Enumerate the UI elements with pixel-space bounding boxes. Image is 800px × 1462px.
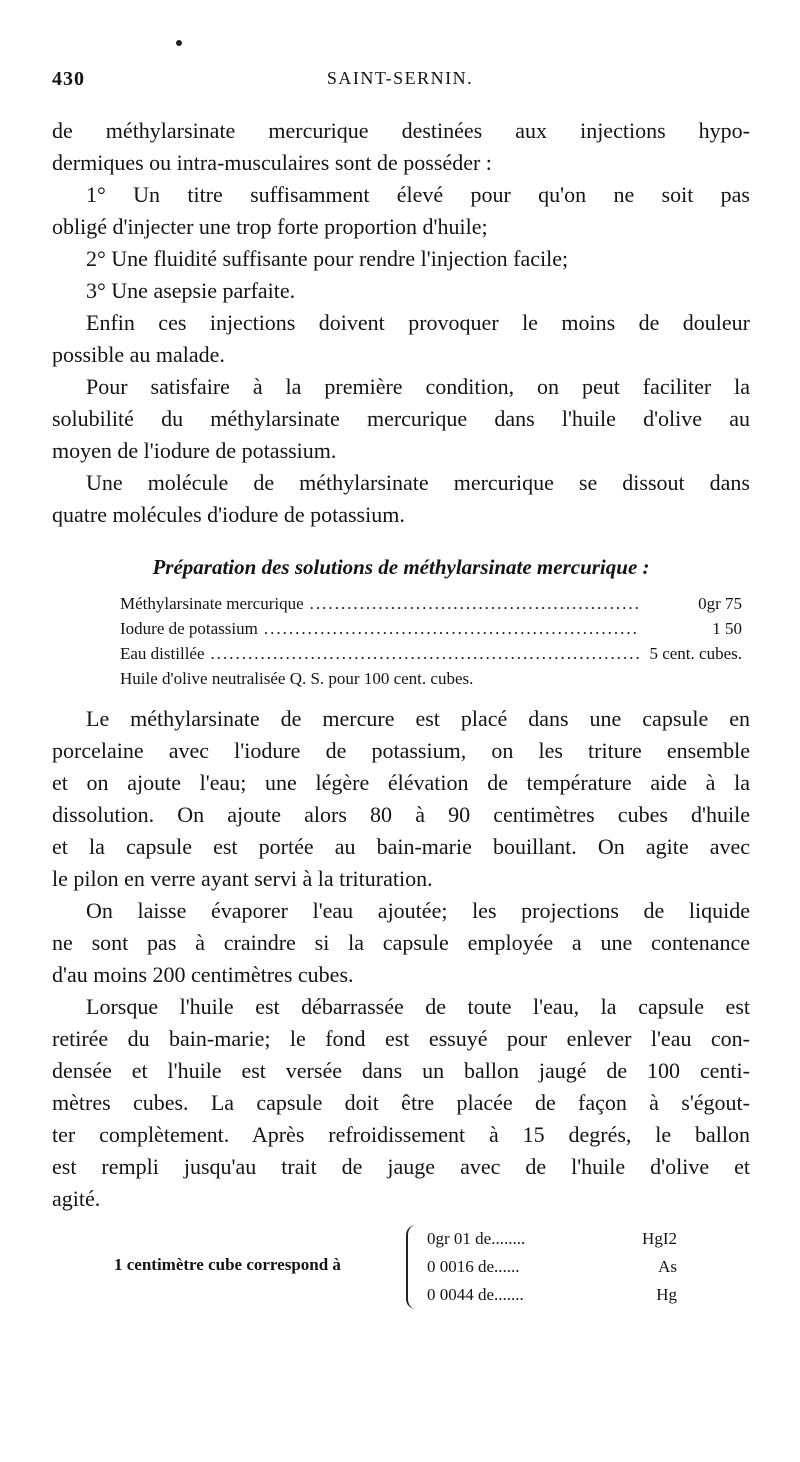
correspondence-row	[427, 1281, 707, 1309]
text-line: mètres cubes. La capsule doit être placée de façon à s'égout-	[52, 1090, 750, 1115]
text-line: dissolution. On ajoute alors 80 à 90 centimètres cubes d'huile	[52, 802, 750, 827]
recipe-row	[120, 616, 742, 641]
correspondence-value: 0 0016 de......	[427, 1257, 520, 1276]
correspondence-table	[52, 1225, 750, 1315]
correspondence-unit: HgI2	[642, 1229, 677, 1248]
text-line: quatre molécules d'iodure de potassium.	[52, 502, 405, 527]
paragraph-3	[52, 371, 750, 467]
ingredient-qty: 1 50	[712, 619, 742, 638]
text-line: moyen de l'iodure de potassium.	[52, 438, 337, 463]
ingredient-qty: 5 cent. cubes.	[649, 644, 742, 663]
ingredient-name: Eau distillée	[120, 644, 205, 663]
paragraph-7	[52, 991, 750, 1215]
paragraph-1	[52, 115, 750, 179]
correspondence-unit: As	[658, 1257, 677, 1276]
recipe-heading: Préparation des solutions de méthylarsinate mercurique :	[152, 555, 650, 579]
paragraph-5	[52, 703, 750, 895]
text-line: est rempli jusqu'au trait de jauge avec de l'huile d'olive et	[52, 1154, 750, 1179]
correspondence-unit: Hg	[656, 1285, 677, 1304]
ingredient-name: Méthylarsinate mercurique	[120, 594, 304, 613]
paragraph-6	[52, 895, 750, 991]
text-line: le pilon en verre ayant servi à la trituration.	[52, 866, 433, 891]
leader-dots	[310, 591, 640, 616]
ingredient-name: Iodure de potassium	[120, 619, 258, 638]
text-line: agité.	[52, 1186, 101, 1211]
correspondence-row	[427, 1225, 707, 1253]
text-line: On laisse évaporer l'eau ajoutée; les projections de liquide	[86, 898, 750, 923]
text-line: d'au moins 200 centimètres cubes.	[52, 962, 354, 987]
ink-dot	[176, 40, 182, 46]
text-line: solubilité du méthylarsinate mercurique dans l'huile d'olive au	[52, 406, 750, 431]
page-body	[52, 115, 750, 1315]
recipe-row	[120, 641, 742, 666]
condition-1-cont: obligé d'injecter une trop forte proportion d'huile;	[52, 214, 488, 239]
text-line: retirée du bain-marie; le fond est essuyé pour enlever l'eau con-	[52, 1026, 750, 1051]
condition-2: 2° Une fluidité suffisante pour rendre l'injection facile;	[86, 246, 569, 271]
text-line: ne sont pas à craindre si la capsule employée a une contenance	[52, 930, 750, 955]
page-header	[52, 68, 748, 98]
text-line: porcelaine avec l'iodure de potassium, on les triture ensemble	[52, 738, 750, 763]
text-line: et la capsule est portée au bain-marie bouillant. On agite avec	[52, 834, 750, 859]
correspondence-label: 1 centimètre cube correspond à	[114, 1255, 341, 1274]
paragraph-2	[52, 307, 750, 371]
correspondence-value: 0 0044 de.......	[427, 1285, 524, 1304]
text-line: Une molécule de méthylarsinate mercurique se dissout dans	[86, 470, 750, 495]
text-line: Le méthylarsinate de mercure est placé dans une capsule en	[86, 706, 750, 731]
ingredient-qty: 0gr 75	[698, 594, 742, 613]
correspondence-row	[427, 1253, 707, 1281]
page-number: 430	[52, 68, 85, 90]
text-line: Lorsque l'huile est débarrassée de toute l'eau, la capsule est	[86, 994, 750, 1019]
correspondence-value: 0gr 01 de........	[427, 1229, 526, 1248]
text-line: dermiques ou intra-musculaires sont de posséder :	[52, 150, 492, 175]
text-line: et on ajoute l'eau; une légère élévation de température aide à la	[52, 770, 750, 795]
condition-3: 3° Une asepsie parfaite.	[86, 278, 296, 303]
recipe-footer: Huile d'olive neutralisée Q. S. pour 100 cent. cubes.	[120, 669, 474, 688]
recipe-row	[120, 591, 742, 616]
text-line: de méthylarsinate mercurique destinées aux injections hypo-	[52, 118, 750, 143]
conditions-list	[52, 179, 750, 307]
brace-symbol	[406, 1225, 422, 1309]
text-line: ter complètement. Après refroidissement à 15 degrés, le ballon	[52, 1122, 750, 1147]
condition-1: 1° Un titre suffisamment élevé pour qu'on ne soit pas	[86, 182, 750, 207]
leader-dots	[211, 641, 640, 666]
leader-dots	[264, 616, 640, 641]
text-line: Enfin ces injections doivent provoquer le moins de douleur	[86, 310, 750, 335]
recipe-table	[120, 591, 742, 691]
running-title: SAINT-SERNIN.	[326, 68, 474, 88]
paragraph-4	[52, 467, 750, 531]
correspondence-rows	[427, 1225, 707, 1309]
text-line: densée et l'huile est versée dans un ballon jaugé de 100 centi-	[52, 1058, 750, 1083]
text-line: possible au malade.	[52, 342, 225, 367]
text-line: Pour satisfaire à la première condition, on peut faciliter la	[86, 374, 750, 399]
